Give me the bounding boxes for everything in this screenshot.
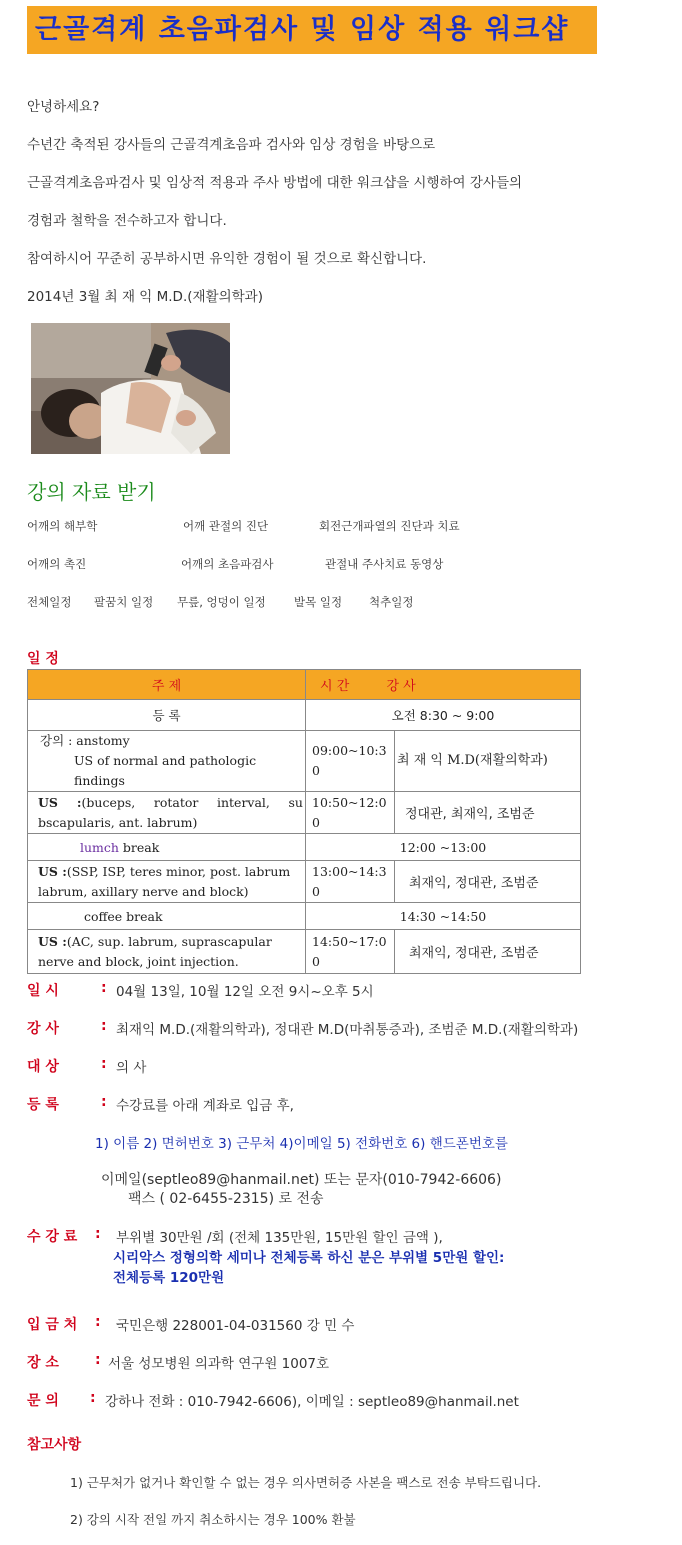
table-row (28, 861, 581, 903)
target-label: 대 상 (27, 1059, 59, 1075)
lunch-time: 12:00 ~13:00 (306, 834, 581, 861)
schedule-header-row (28, 670, 581, 700)
lecturer-cell: 최재익, 정대관, 조범준 (395, 861, 581, 903)
topic-text: (AC, sup. labrum, suprascapular nerve and block, joint injection. (38, 933, 272, 969)
intro-line: 참여하시어 꾸준히 공부하시면 유익한 경험이 될 것으로 확신합니다. (27, 251, 427, 267)
link-shoulder-ultrasound[interactable]: 어깨의 초음파검사 (181, 557, 274, 571)
coffee-cell: coffee break (28, 903, 306, 930)
lunch-word: lumch (80, 839, 119, 855)
header-time-lecturer (306, 670, 581, 700)
coffee-time: 14:30 ~14:50 (306, 903, 581, 930)
colon: : (101, 1056, 107, 1072)
page-title: 근골격계 초음파검사 및 임상 적용 워크샵 (27, 6, 597, 54)
notes-heading: 참고사항 (27, 1437, 82, 1453)
time-cell: 13:00~14:30 (306, 861, 395, 903)
topic-lead: US : (38, 794, 82, 810)
table-row (28, 731, 581, 792)
table-row (28, 792, 581, 834)
fee-value: 부위별 30만원 /회 (전체 135만원, 15만원 할인 금액 ), (116, 1230, 443, 1246)
fee-discount-note: 시리악스 정형의학 세미나 전체등록 하신 분은 부위별 5만원 할인: (113, 1250, 505, 1266)
note-item: 2) 강의 시작 전일 까지 취소하시는 경우 100% 환불 (70, 1512, 356, 1527)
topic-text: (buceps, rotator interval, su bscapularis, ant. labrum) (38, 794, 303, 830)
bank-label: 입 금 처 (27, 1317, 78, 1333)
lecturer-value: 최재익 M.D.(재활의학과), 정대관 M.D(마취통증과), 조범준 M.D.(재활의학과) (116, 1022, 579, 1038)
lecturer-cell: 최 재 익 M.D(재활의학과) (395, 731, 581, 792)
schedule-table (27, 669, 581, 974)
intro-line: 안녕하세요? (27, 99, 100, 115)
link-knee-hip-schedule[interactable]: 무릎, 엉덩이 일정 (177, 595, 266, 609)
lunch-cell (28, 834, 306, 861)
time-cell: 09:00~10:30 (306, 731, 395, 792)
date-label: 일 시 (27, 983, 59, 999)
topic-cell (28, 731, 306, 792)
table-row (28, 700, 581, 731)
table-row (28, 903, 581, 930)
colon: : (95, 1352, 101, 1368)
place-label: 장 소 (27, 1355, 59, 1371)
colon: : (101, 980, 107, 996)
registration-time: 오전 8:30 ~ 9:00 (306, 700, 581, 731)
time-cell: 10:50~12:00 (306, 792, 395, 834)
topic-cell (28, 930, 306, 974)
link-full-schedule[interactable]: 전체일정 (27, 595, 72, 609)
topic-lead: US : (38, 933, 67, 949)
link-shoulder-palpation[interactable]: 어깨의 촉진 (27, 557, 87, 571)
place-value: 서울 성모병원 의과학 연구원 1007호 (108, 1356, 330, 1372)
fee-full-registration: 전체등록 120만원 (113, 1270, 225, 1286)
topic-cell (28, 861, 306, 903)
downloads-heading: 강의 자료 받기 (27, 480, 156, 504)
table-row (28, 834, 581, 861)
date-value: 04월 13일, 10월 12일 오전 9시~오후 5시 (116, 984, 374, 1000)
registration-cell: 등 록 (28, 700, 306, 731)
topic-text: (SSP, ISP, teres minor, post. labrum labrum, axillary nerve and block) (38, 863, 291, 899)
lecturer-cell: 최재익, 정대관, 조범준 (395, 930, 581, 974)
link-injection-video[interactable]: 관절내 주사치료 동영상 (325, 557, 444, 571)
header-time: 시 간 (320, 679, 350, 694)
time-cell: 14:50~17:00 (306, 930, 395, 974)
link-rotator-cuff-tear[interactable]: 회전근개파열의 진단과 치료 (319, 519, 460, 533)
intro-line: 수년간 축적된 강사들의 근골격계초음파 검사와 임상 경험을 바탕으로 (27, 137, 436, 153)
inquiry-value: 강하나 전화 : 010-7942-6606), 이메일 : septleo89@hanmail.net (105, 1394, 519, 1410)
colon: : (90, 1390, 96, 1406)
registration-fax: 팩스 ( 02-6455-2315) 로 전송 (128, 1191, 324, 1207)
intro-line: 경험과 철학을 전수하고자 합니다. (27, 213, 227, 229)
colon: : (101, 1018, 107, 1034)
ultrasound-exam-photo (31, 323, 230, 454)
link-spine-schedule[interactable]: 척추일정 (369, 595, 414, 609)
lecturer-label: 강 사 (27, 1021, 59, 1037)
registration-value: 수강료를 아래 계좌로 입금 후, (116, 1098, 294, 1114)
table-row (28, 930, 581, 974)
lunch-rest: break (118, 839, 160, 855)
note-item: 1) 근무처가 없거나 확인할 수 없는 경우 의사면허증 사본을 팩스로 전송 부탁드립니다. (70, 1475, 542, 1490)
colon: : (101, 1094, 107, 1110)
link-shoulder-anatomy[interactable]: 어깨의 해부학 (27, 519, 98, 533)
lecturer-cell: 정대관, 최재익, 조범준 (395, 792, 581, 834)
colon: : (95, 1226, 101, 1242)
intro-signature: 2014년 3월 최 재 익 M.D.(재활의학과) (27, 289, 263, 305)
fee-label: 수 강 료 (27, 1229, 78, 1245)
registration-contact: 이메일(septleo89@hanmail.net) 또는 문자(010-7942-6606) (101, 1172, 502, 1188)
bank-value: 국민은행 228001-04-031560 강 민 수 (116, 1318, 355, 1334)
link-elbow-schedule[interactable]: 팔꿈치 일정 (94, 595, 154, 609)
intro-line: 근골격계초음파검사 및 임상적 적용과 주사 방법에 대한 워크샵을 시행하여 강사들의 (27, 175, 523, 191)
topic-line: US of normal and pathologic findings (74, 753, 257, 788)
target-value: 의 사 (116, 1060, 147, 1076)
topic-cell (28, 792, 306, 834)
registration-items: 1) 이름 2) 면허번호 3) 근무처 4)이메일 5) 전화번호 6) 핸드폰번호를 (95, 1136, 508, 1152)
schedule-label: 일 정 (27, 651, 59, 667)
topic-line: 강의 : anstomy (40, 733, 130, 748)
inquiry-label: 문 의 (27, 1393, 59, 1409)
link-shoulder-joint-diagnosis[interactable]: 어깨 관절의 진단 (183, 519, 269, 533)
header-lecturer: 강 사 (386, 679, 416, 694)
colon: : (95, 1314, 101, 1330)
topic-lead: US : (38, 863, 67, 879)
header-topic: 주 제 (28, 670, 306, 700)
link-ankle-schedule[interactable]: 발목 일정 (294, 595, 343, 609)
registration-label: 등 록 (27, 1097, 59, 1113)
